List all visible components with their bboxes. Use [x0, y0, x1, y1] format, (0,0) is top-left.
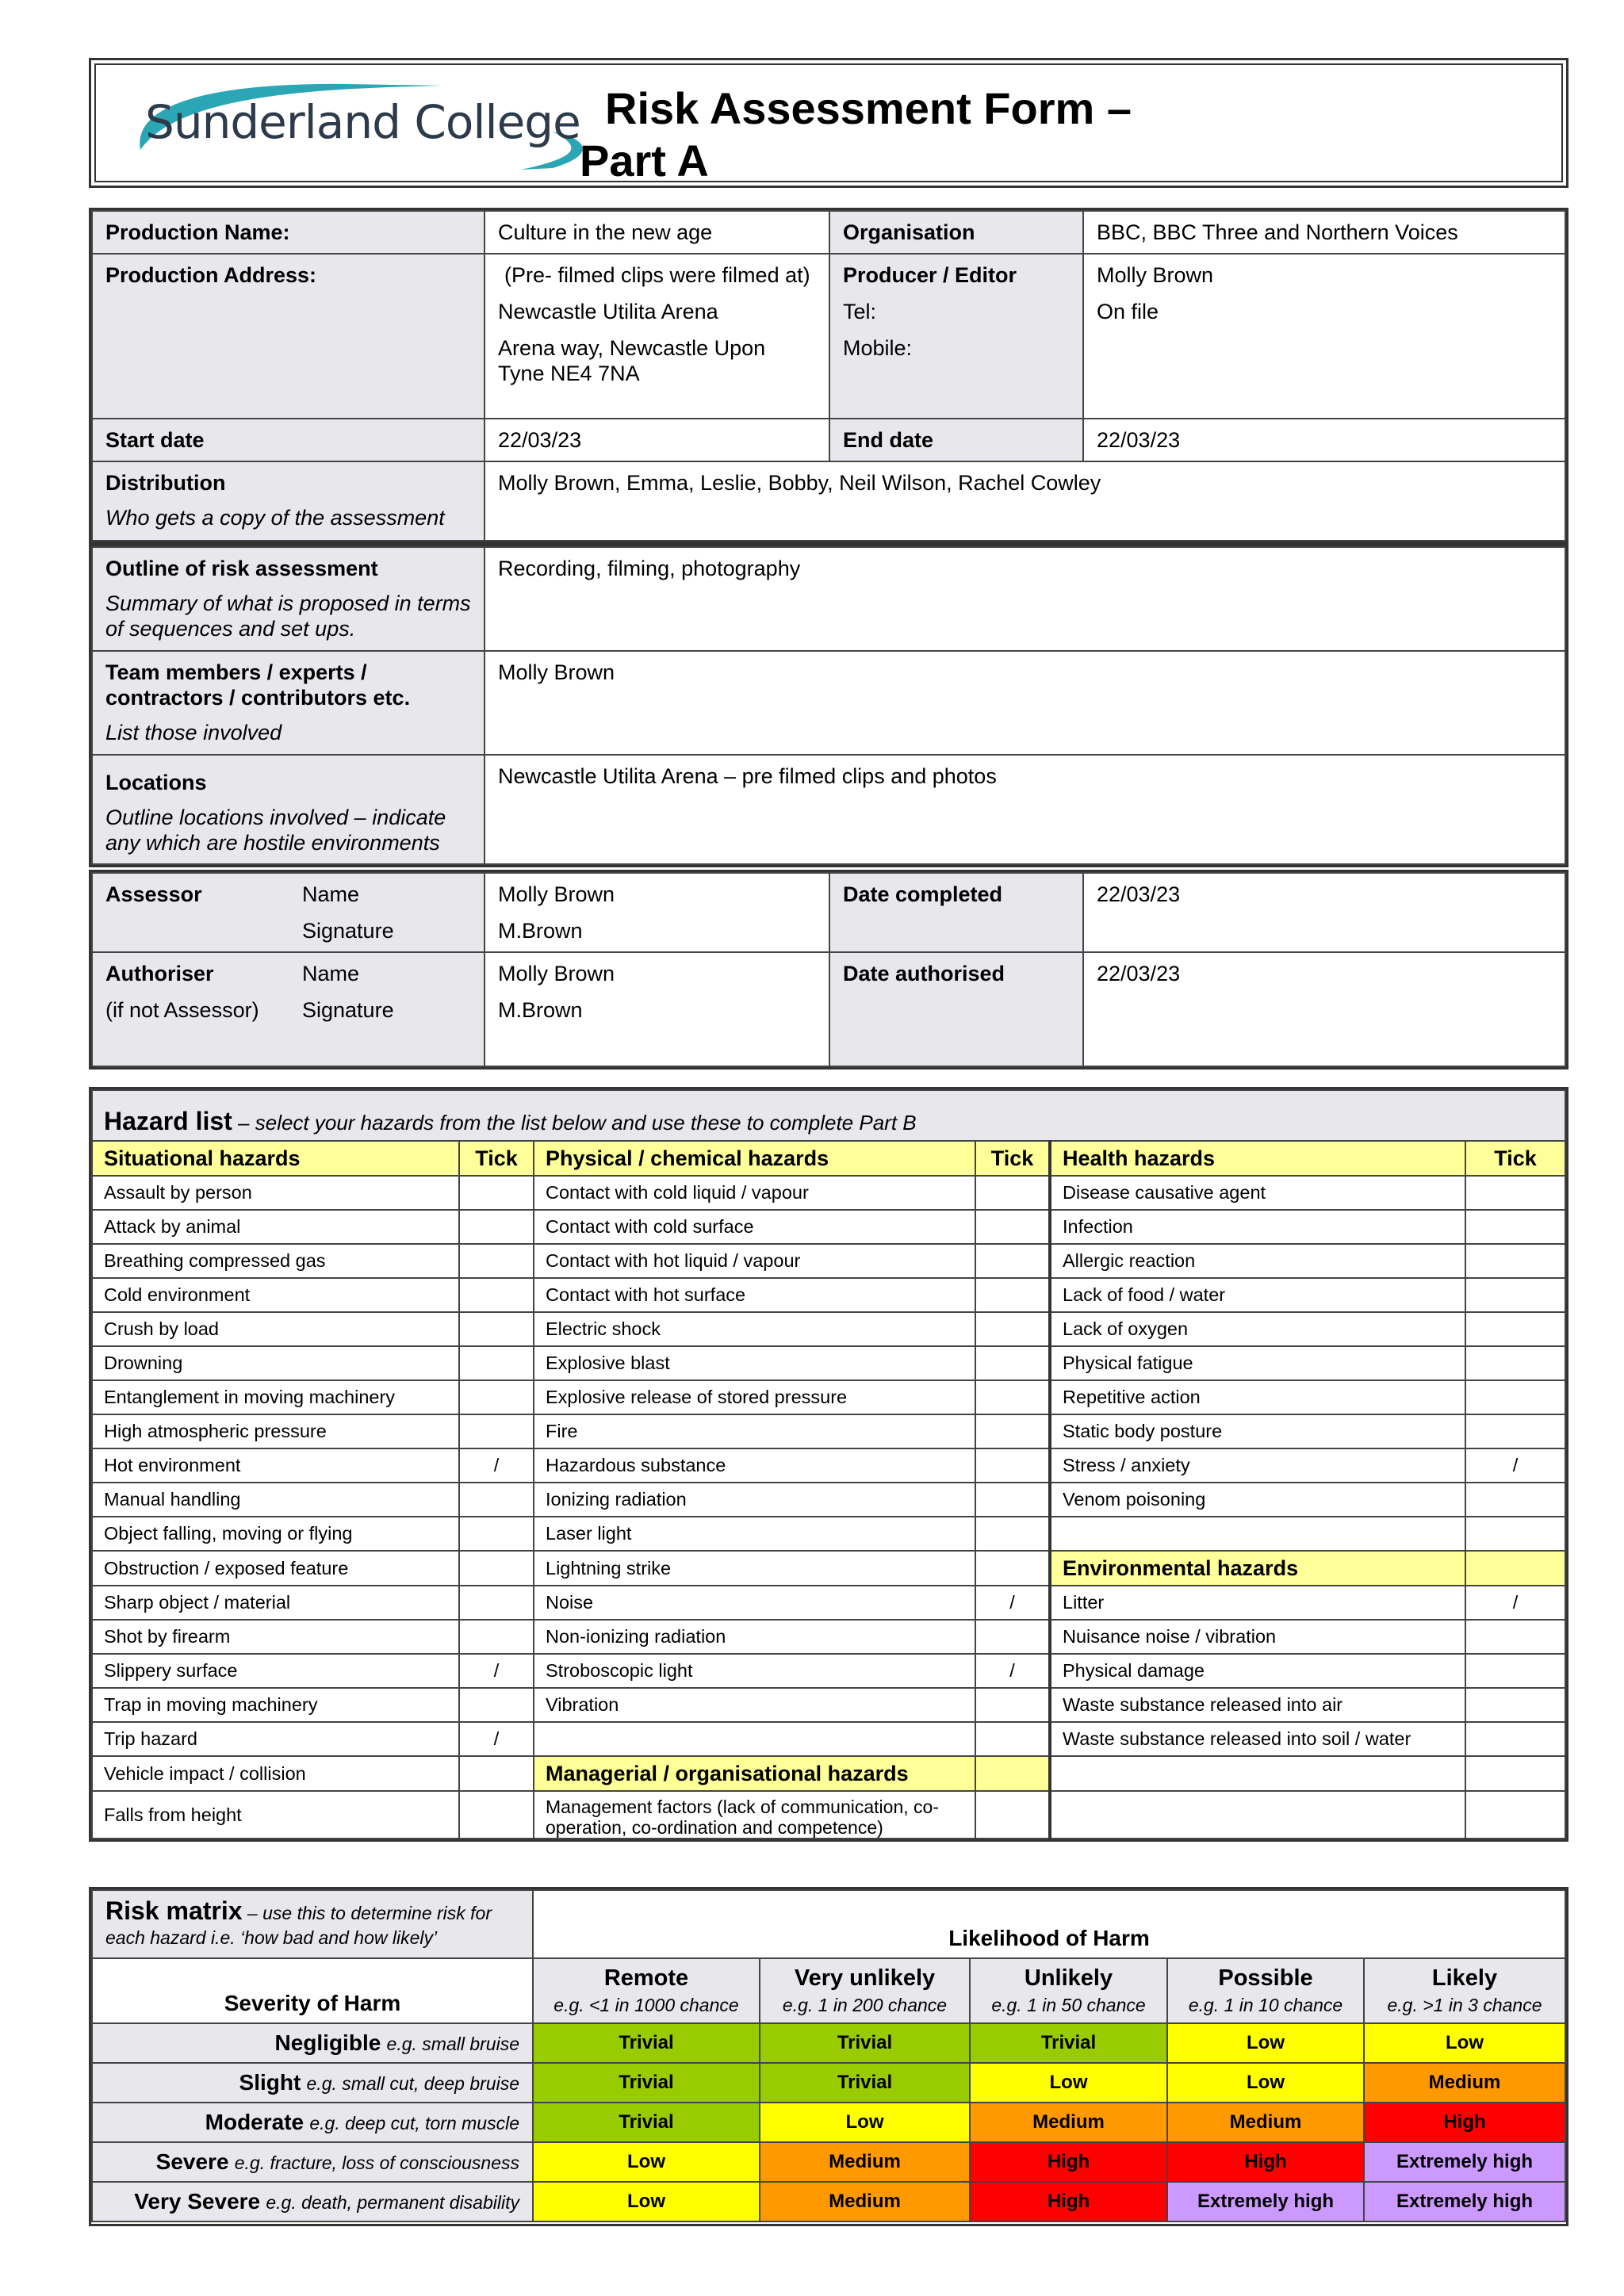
locations-label: Locations	[105, 771, 207, 794]
outline-section	[89, 544, 1568, 867]
health-hazard: Lack of food / water	[1050, 1278, 1465, 1312]
table-row	[92, 547, 1565, 651]
physical-hazard: Electric shock	[534, 1312, 975, 1346]
hazard-row	[92, 1654, 1565, 1688]
severity-label: Slight	[239, 2070, 301, 2095]
team-label: Team members / experts / contractors / contributors etc.	[105, 660, 411, 710]
tick-header: Tick	[1465, 1141, 1565, 1176]
situational-tick	[459, 1380, 534, 1414]
physical-tick	[975, 1414, 1050, 1448]
physical-hazard: Contact with cold surface	[534, 1210, 975, 1244]
situational-tick: /	[459, 1722, 534, 1756]
severity-label-cell	[92, 2103, 533, 2142]
situational-tick	[459, 1551, 534, 1586]
risk-level-cell: High	[1364, 2103, 1565, 2142]
outline-sub: Summary of what is proposed in terms of sequences and set ups.	[105, 591, 471, 641]
table-row	[92, 419, 1565, 461]
hazard-table	[91, 1089, 1566, 1839]
risk-level-cell: Extremely high	[1364, 2182, 1565, 2221]
physical-hazard: Contact with cold liquid / vapour	[534, 1176, 975, 1210]
health-hazard: Physical damage	[1050, 1654, 1465, 1688]
date-completed-value: 22/03/23	[1083, 873, 1565, 952]
risk-level-cell: Low	[533, 2182, 760, 2221]
health-tick	[1465, 1654, 1565, 1688]
physical-tick	[975, 1380, 1050, 1414]
risk-level-cell: Low	[1167, 2063, 1364, 2103]
health-hazard	[1050, 1756, 1465, 1791]
distribution-value: Molly Brown, Emma, Leslie, Bobby, Neil Wilson, Rachel Cowley	[485, 461, 1565, 541]
physical-hazard: Hazardous substance	[534, 1448, 975, 1483]
physical-hazard: Non-ionizing radiation	[534, 1620, 975, 1654]
production-details-section	[89, 208, 1568, 544]
physical-hazard: Noise	[534, 1586, 975, 1620]
organisation-value: BBC, BBC Three and Northern Voices	[1083, 211, 1565, 254]
production-name-label: Production Name:	[92, 211, 485, 254]
health-hazard: Allergic reaction	[1050, 1244, 1465, 1278]
form-header-inner	[94, 63, 1563, 186]
severity-example: e.g. small bruise	[386, 2034, 519, 2054]
physical-tick	[975, 1448, 1050, 1483]
table-row	[92, 952, 1565, 1066]
physical-hazard: Stroboscopic light	[534, 1654, 975, 1688]
producer-name: Molly Brown	[1097, 263, 1214, 287]
situational-tick	[459, 1791, 534, 1839]
likelihood-example: e.g. 1 in 10 chance	[1188, 1995, 1343, 2015]
situational-hazard: Crush by load	[92, 1312, 459, 1346]
team-sub: List those involved	[105, 721, 282, 744]
table-row	[92, 755, 1565, 864]
signoff-section	[89, 870, 1568, 1070]
authoriser-values	[485, 952, 829, 1066]
hazard-list-title-cell	[92, 1090, 1565, 1141]
likelihood-label: Unlikely	[1024, 1965, 1113, 1991]
assessor-spacer	[105, 918, 302, 943]
situational-hazard: Object falling, moving or flying	[92, 1517, 459, 1551]
health-hazard	[1050, 1791, 1465, 1839]
situational-tick	[459, 1414, 534, 1448]
situational-tick	[459, 1244, 534, 1278]
risk-level-cell: Low	[1167, 2023, 1364, 2063]
likelihood-example: e.g. 1 in 50 chance	[991, 1995, 1146, 2015]
situational-hazard: Trip hazard	[92, 1722, 459, 1756]
hazard-header-row	[92, 1141, 1565, 1176]
table-row	[92, 651, 1565, 755]
physical-hazard	[534, 1722, 975, 1756]
health-tick	[1465, 1278, 1565, 1312]
likelihood-label: Possible	[1218, 1965, 1313, 1991]
health-title: Health hazards	[1050, 1141, 1465, 1176]
situational-hazard: Breathing compressed gas	[92, 1244, 459, 1278]
situational-tick	[459, 1210, 534, 1244]
risk-matrix-subtitle: – use this to determine risk for each hazard i.e. ‘how bad and how likely’	[105, 1903, 492, 1948]
matrix-title-row	[92, 1890, 1565, 1958]
authoriser-signature-label: Signature	[302, 998, 394, 1022]
physical-hazard: Laser light	[534, 1517, 975, 1551]
environmental-title: Environmental hazards	[1050, 1551, 1465, 1586]
severity-example: e.g. death, permanent disability	[266, 2192, 519, 2213]
risk-level-cell: Medium	[970, 2103, 1167, 2142]
health-tick	[1465, 1346, 1565, 1380]
situational-hazard: Entanglement in moving machinery	[92, 1380, 459, 1414]
situational-tick	[459, 1688, 534, 1722]
signoff-table	[91, 872, 1566, 1067]
address-line-3: Arena way, Newcastle Upon Tyne NE4 7NA	[498, 336, 766, 385]
severity-title: Severity of Harm	[92, 1958, 533, 2023]
severity-row	[92, 2023, 1565, 2063]
situational-tick	[459, 1278, 534, 1312]
situational-hazard: Slippery surface	[92, 1654, 459, 1688]
hazard-row	[92, 1312, 1565, 1346]
severity-label: Severe	[155, 2149, 229, 2174]
likelihood-column-header	[533, 1958, 760, 2023]
health-tick: /	[1465, 1448, 1565, 1483]
outline-label: Outline of risk assessment	[105, 557, 378, 580]
distribution-label-cell	[92, 461, 485, 541]
physical-tick: /	[975, 1586, 1050, 1620]
physical-tick	[975, 1688, 1050, 1722]
distribution-sub: Who gets a copy of the assessment	[105, 506, 445, 530]
hazard-row	[92, 1448, 1565, 1483]
situational-tick	[459, 1517, 534, 1551]
risk-level-cell: Medium	[1167, 2103, 1364, 2142]
severity-row	[92, 2103, 1565, 2142]
managerial-tick	[975, 1791, 1050, 1839]
health-tick	[1465, 1722, 1565, 1756]
situational-tick	[459, 1620, 534, 1654]
severity-label-cell	[92, 2063, 533, 2103]
situational-hazard: Drowning	[92, 1346, 459, 1380]
severity-label-cell	[92, 2142, 533, 2182]
assessor-values	[485, 873, 829, 952]
date-completed-label: Date completed	[829, 873, 1083, 952]
outline-table	[91, 546, 1566, 865]
authoriser-name: Molly Brown	[498, 962, 615, 985]
physical-tick	[975, 1346, 1050, 1380]
hazard-row	[92, 1346, 1565, 1380]
severity-label: Negligible	[274, 2030, 381, 2055]
situational-hazard: Manual handling	[92, 1483, 459, 1517]
severity-label: Moderate	[205, 2110, 304, 2134]
risk-level-cell: High	[970, 2142, 1167, 2182]
end-date-label: End date	[829, 419, 1083, 461]
distribution-label: Distribution	[105, 471, 226, 495]
likelihood-column-header	[1364, 1958, 1565, 2023]
health-hazard: Lack of oxygen	[1050, 1312, 1465, 1346]
situational-tick	[459, 1312, 534, 1346]
hazard-row	[92, 1210, 1565, 1244]
situational-tick: /	[459, 1654, 534, 1688]
hazard-title-row	[92, 1090, 1565, 1141]
health-tick: /	[1465, 1586, 1565, 1620]
hazard-row	[92, 1517, 1565, 1551]
mobile-label: Mobile:	[843, 336, 913, 360]
physical-tick	[975, 1312, 1050, 1346]
health-hazard: Repetitive action	[1050, 1380, 1465, 1414]
severity-row	[92, 2063, 1565, 2103]
likelihood-label: Very unlikely	[794, 1965, 936, 1991]
assessor-label-cell	[92, 873, 485, 952]
environmental-tick-header	[1465, 1551, 1565, 1586]
authoriser-label: Authoriser	[105, 962, 214, 985]
risk-level-cell: Extremely high	[1364, 2142, 1565, 2182]
physical-hazard: Contact with hot liquid / vapour	[534, 1244, 975, 1278]
physical-tick: /	[975, 1654, 1050, 1688]
assessor-signature: M.Brown	[498, 919, 583, 943]
physical-hazard: Ionizing radiation	[534, 1483, 975, 1517]
tick-header: Tick	[975, 1141, 1050, 1176]
if-not-assessor: (if not Assessor)	[105, 998, 259, 1022]
situational-hazard: Vehicle impact / collision	[92, 1756, 459, 1791]
hazard-row	[92, 1791, 1565, 1839]
authoriser-label-row	[105, 961, 471, 986]
risk-level-cell: Trivial	[533, 2103, 760, 2142]
severity-label-cell	[92, 2182, 533, 2221]
severity-label: Very Severe	[134, 2189, 261, 2214]
physical-hazard: Explosive release of stored pressure	[534, 1380, 975, 1414]
production-address-label: Production Address:	[92, 254, 485, 419]
risk-level-cell: Medium	[1364, 2063, 1565, 2103]
locations-value: Newcastle Utilita Arena – pre filmed clips and photos	[485, 755, 1565, 864]
health-hazard: Waste substance released into soil / water	[1050, 1722, 1465, 1756]
situational-tick: /	[459, 1448, 534, 1483]
hazard-row	[92, 1722, 1565, 1756]
situational-hazard: Assault by person	[92, 1176, 459, 1210]
physical-tick	[975, 1278, 1050, 1312]
situational-hazard: Obstruction / exposed feature	[92, 1551, 459, 1586]
health-tick	[1465, 1688, 1565, 1722]
table-row	[92, 254, 1565, 419]
risk-matrix-section	[89, 1887, 1568, 2226]
physical-tick	[975, 1176, 1050, 1210]
managerial-title: Managerial / organisational hazards	[534, 1756, 975, 1791]
hazard-row	[92, 1278, 1565, 1312]
health-tick	[1465, 1176, 1565, 1210]
assessor-signature-row	[105, 918, 471, 943]
physical-hazard: Vibration	[534, 1688, 975, 1722]
managerial-item: Management factors (lack of communication, co-operation, co-ordination and competence)	[534, 1791, 975, 1839]
health-tick	[1465, 1756, 1565, 1791]
hazard-row	[92, 1688, 1565, 1722]
situational-hazard: Attack by animal	[92, 1210, 459, 1244]
physical-tick	[975, 1551, 1050, 1586]
situational-title: Situational hazards	[92, 1141, 459, 1176]
physical-tick	[975, 1722, 1050, 1756]
assessor-signature-label: Signature	[302, 919, 394, 943]
physical-tick	[975, 1620, 1050, 1654]
situational-hazard: Sharp object / material	[92, 1586, 459, 1620]
table-row	[92, 461, 1565, 541]
health-tick	[1465, 1483, 1565, 1517]
assessor-label: Assessor	[105, 882, 202, 906]
assessor-name-label: Name	[302, 882, 360, 906]
address-line-2: Newcastle Utilita Arena	[498, 300, 718, 323]
health-hazard: Static body posture	[1050, 1414, 1465, 1448]
end-date-value: 22/03/23	[1083, 419, 1565, 461]
situational-hazard: Trap in moving machinery	[92, 1688, 459, 1722]
tick-header: Tick	[459, 1141, 534, 1176]
health-tick	[1465, 1210, 1565, 1244]
title-line-1: Risk Assessment Form –	[605, 83, 1132, 133]
hazard-row	[92, 1620, 1565, 1654]
severity-row	[92, 2182, 1565, 2221]
physical-tick	[975, 1210, 1050, 1244]
health-hazard: Physical fatigue	[1050, 1346, 1465, 1380]
hazard-row	[92, 1380, 1565, 1414]
severity-row	[92, 2142, 1565, 2182]
situational-hazard: Cold environment	[92, 1278, 459, 1312]
health-hazard	[1050, 1517, 1465, 1551]
production-name-value: Culture in the new age	[485, 211, 829, 254]
risk-level-cell: Trivial	[970, 2023, 1167, 2063]
health-tick	[1465, 1414, 1565, 1448]
likelihood-title: Likelihood of Harm	[533, 1890, 1565, 1958]
locations-sub: Outline locations involved – indicate any which are hostile environments	[105, 806, 446, 855]
hazard-row	[92, 1586, 1565, 1620]
health-tick	[1465, 1791, 1565, 1839]
hazard-row	[92, 1176, 1565, 1210]
risk-level-cell: Trivial	[760, 2063, 970, 2103]
situational-tick	[459, 1483, 534, 1517]
hazard-list-section	[89, 1087, 1568, 1842]
likelihood-label: Remote	[603, 1965, 689, 1991]
health-tick	[1465, 1244, 1565, 1278]
producer-label: Producer / Editor	[843, 263, 1017, 287]
authoriser-label-cell	[92, 952, 485, 1066]
severity-label-cell	[92, 2023, 533, 2063]
production-address-value	[485, 254, 829, 419]
outline-value: Recording, filming, photography	[485, 547, 1565, 651]
situational-tick	[459, 1756, 534, 1791]
production-details-table	[91, 210, 1566, 541]
situational-hazard: Shot by firearm	[92, 1620, 459, 1654]
severity-example: e.g. fracture, loss of consciousness	[234, 2152, 519, 2173]
health-hazard: Disease causative agent	[1050, 1176, 1465, 1210]
tel-label: Tel:	[843, 300, 877, 323]
health-hazard: Venom poisoning	[1050, 1483, 1465, 1517]
situational-tick	[459, 1586, 534, 1620]
physical-hazard: Lightning strike	[534, 1551, 975, 1586]
hazard-row	[92, 1551, 1565, 1586]
health-hazard: Infection	[1050, 1210, 1465, 1244]
situational-hazard: Hot environment	[92, 1448, 459, 1483]
physical-tick	[975, 1244, 1050, 1278]
likelihood-column-header	[760, 1958, 970, 2023]
title-line-2: Part A	[580, 136, 709, 186]
locations-label-cell	[92, 755, 485, 864]
situational-hazard: Falls from height	[92, 1791, 459, 1839]
risk-level-cell: Low	[760, 2103, 970, 2142]
physical-hazard: Contact with hot surface	[534, 1278, 975, 1312]
table-row	[92, 211, 1565, 254]
likelihood-example: e.g. <1 in 1000 chance	[553, 1995, 739, 2015]
risk-level-cell: Trivial	[760, 2023, 970, 2063]
physical-tick	[975, 1517, 1050, 1551]
start-date-label: Start date	[92, 419, 485, 461]
address-line-1: (Pre- filmed clips were filmed at)	[504, 263, 810, 287]
risk-matrix-table	[91, 1889, 1566, 2222]
likelihood-column-header	[1167, 1958, 1364, 2023]
risk-level-cell: Medium	[760, 2142, 970, 2182]
situational-tick	[459, 1176, 534, 1210]
health-tick	[1465, 1312, 1565, 1346]
managerial-tick-header	[975, 1756, 1050, 1791]
risk-level-cell: Low	[970, 2063, 1167, 2103]
organisation-label: Organisation	[829, 211, 1083, 254]
matrix-column-header-row	[92, 1958, 1565, 2023]
physical-hazard: Fire	[534, 1414, 975, 1448]
physical-hazard: Explosive blast	[534, 1346, 975, 1380]
health-tick	[1465, 1620, 1565, 1654]
risk-level-cell: Trivial	[533, 2023, 760, 2063]
hazard-row	[92, 1244, 1565, 1278]
outline-label-cell	[92, 547, 485, 651]
page-title	[580, 82, 1132, 187]
college-logo	[109, 75, 648, 170]
likelihood-column-header	[970, 1958, 1167, 2023]
likelihood-example: e.g. 1 in 200 chance	[782, 1995, 948, 2015]
likelihood-label: Likely	[1431, 1965, 1498, 1991]
risk-level-cell: High	[1167, 2142, 1364, 2182]
producer-label-cell	[829, 254, 1083, 419]
date-authorised-value: 22/03/23	[1083, 952, 1565, 1066]
team-value: Molly Brown	[485, 651, 1565, 755]
health-hazard: Waste substance released into air	[1050, 1688, 1465, 1722]
likelihood-example: e.g. >1 in 3 chance	[1387, 1995, 1542, 2015]
assessor-label-row	[105, 882, 471, 907]
hazard-list-subtitle: – select your hazards from the list below and use these to complete Part B	[232, 1110, 917, 1135]
start-date-value: 22/03/23	[485, 419, 829, 461]
physical-title: Physical / chemical hazards	[534, 1141, 975, 1176]
risk-matrix-title: Risk matrix	[105, 1896, 243, 1925]
severity-example: e.g. small cut, deep bruise	[306, 2073, 519, 2094]
producer-value-cell	[1083, 254, 1565, 419]
risk-level-cell: Extremely high	[1167, 2182, 1364, 2221]
authoriser-signature: M.Brown	[498, 998, 583, 1022]
assessor-name: Molly Brown	[498, 882, 615, 906]
risk-matrix-title-cell	[92, 1890, 533, 1958]
producer-contact: On file	[1097, 300, 1159, 323]
risk-level-cell: High	[970, 2182, 1167, 2221]
hazard-row	[92, 1483, 1565, 1517]
team-label-cell	[92, 651, 485, 755]
physical-tick	[975, 1483, 1050, 1517]
authoriser-name-label: Name	[302, 962, 360, 985]
authoriser-signature-row	[105, 997, 471, 1023]
health-tick	[1465, 1380, 1565, 1414]
table-row	[92, 873, 1565, 952]
situational-hazard: High atmospheric pressure	[92, 1414, 459, 1448]
form-header	[89, 58, 1568, 188]
severity-example: e.g. deep cut, torn muscle	[309, 2113, 519, 2133]
date-authorised-label: Date authorised	[829, 952, 1083, 1066]
hazard-row	[92, 1756, 1565, 1791]
hazard-list-title: Hazard list	[104, 1106, 232, 1135]
risk-level-cell: Trivial	[533, 2063, 760, 2103]
health-hazard: Stress / anxiety	[1050, 1448, 1465, 1483]
health-hazard: Nuisance noise / vibration	[1050, 1620, 1465, 1654]
risk-level-cell: Medium	[760, 2182, 970, 2221]
risk-level-cell: Low	[1364, 2023, 1565, 2063]
health-tick	[1465, 1517, 1565, 1551]
hazard-row	[92, 1414, 1565, 1448]
situational-tick	[459, 1346, 534, 1380]
risk-level-cell: Low	[533, 2142, 760, 2182]
health-hazard: Litter	[1050, 1586, 1465, 1620]
logo-text: Sunderland College	[145, 95, 580, 149]
